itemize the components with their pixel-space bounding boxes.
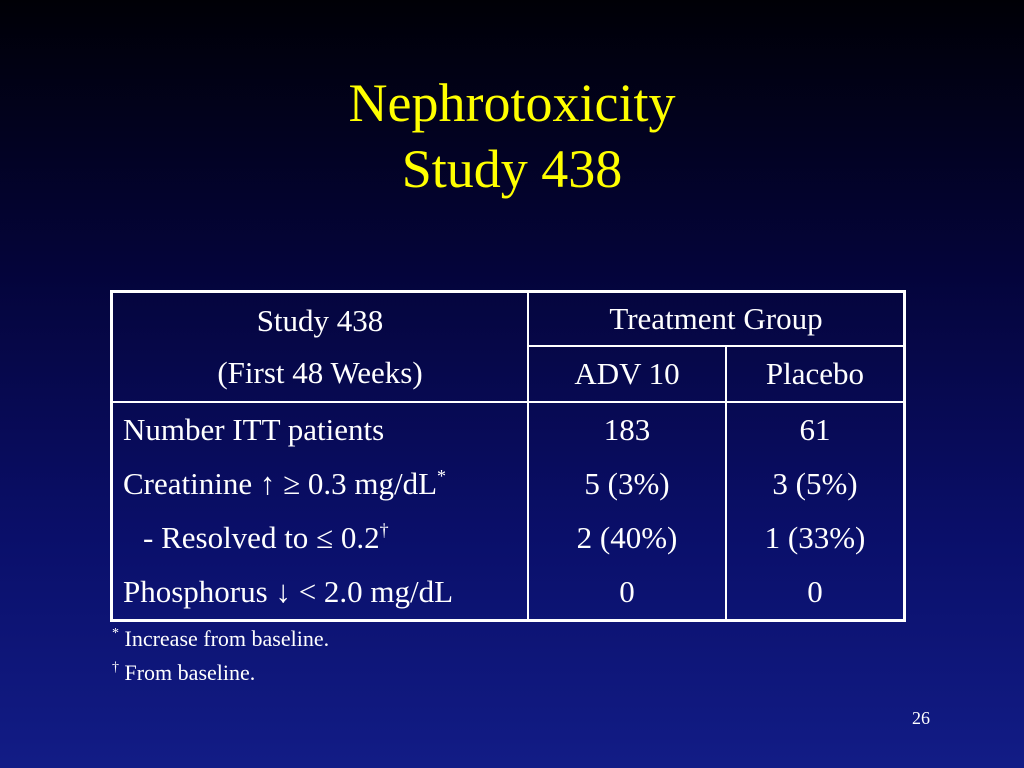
table-cell: 3 (5%) xyxy=(772,466,858,501)
row-label-itt: Number ITT patients xyxy=(123,412,385,447)
study-header-cell xyxy=(112,292,529,403)
title-line-1: Nephrotoxicity xyxy=(348,73,676,133)
footnote-2 xyxy=(112,656,329,690)
treatment-group-header: Treatment Group xyxy=(528,292,905,347)
table-cell: 1 (33%) xyxy=(764,520,866,555)
table-header-row xyxy=(112,292,905,347)
slide-title xyxy=(0,70,1024,202)
footnote-mark-dagger: † xyxy=(379,520,389,540)
table-cell: 2 (40%) xyxy=(576,520,678,555)
table-cell: 5 (3%) xyxy=(584,466,670,501)
table-body-row xyxy=(112,402,905,621)
footnote-1-mark: * xyxy=(112,626,119,641)
row-labels-cell xyxy=(112,402,529,621)
page-number: 26 xyxy=(912,708,930,728)
title-line-2: Study 438 xyxy=(401,139,623,199)
table-cell: 0 xyxy=(619,574,635,609)
study-header-line-1: Study 438 xyxy=(256,303,384,338)
footnote-2-text: From baseline. xyxy=(124,660,256,685)
table-cell: 0 xyxy=(807,574,823,609)
row-label-phosphorus: Phosphorus ↓ < 2.0 mg/dL xyxy=(123,574,454,609)
footnotes xyxy=(112,622,329,690)
column-header-placebo: Placebo xyxy=(726,346,905,402)
footnote-mark-asterisk: * xyxy=(437,466,447,486)
column-header-adv10: ADV 10 xyxy=(528,346,726,402)
footnote-1 xyxy=(112,622,329,656)
table-cell: 61 xyxy=(799,412,831,447)
table-cell: 183 xyxy=(603,412,651,447)
footnote-2-mark: † xyxy=(112,660,119,675)
study-header-line-2: (First 48 Weeks) xyxy=(217,355,423,390)
footnote-1-text: Increase from baseline. xyxy=(124,626,330,651)
adv10-values-cell xyxy=(528,402,726,621)
row-label-resolved: - Resolved to ≤ 0.2† xyxy=(143,520,389,555)
nephrotoxicity-table xyxy=(110,290,906,622)
placebo-values-cell xyxy=(726,402,905,621)
row-label-creatinine: Creatinine ↑ ≥ 0.3 mg/dL* xyxy=(123,466,447,501)
